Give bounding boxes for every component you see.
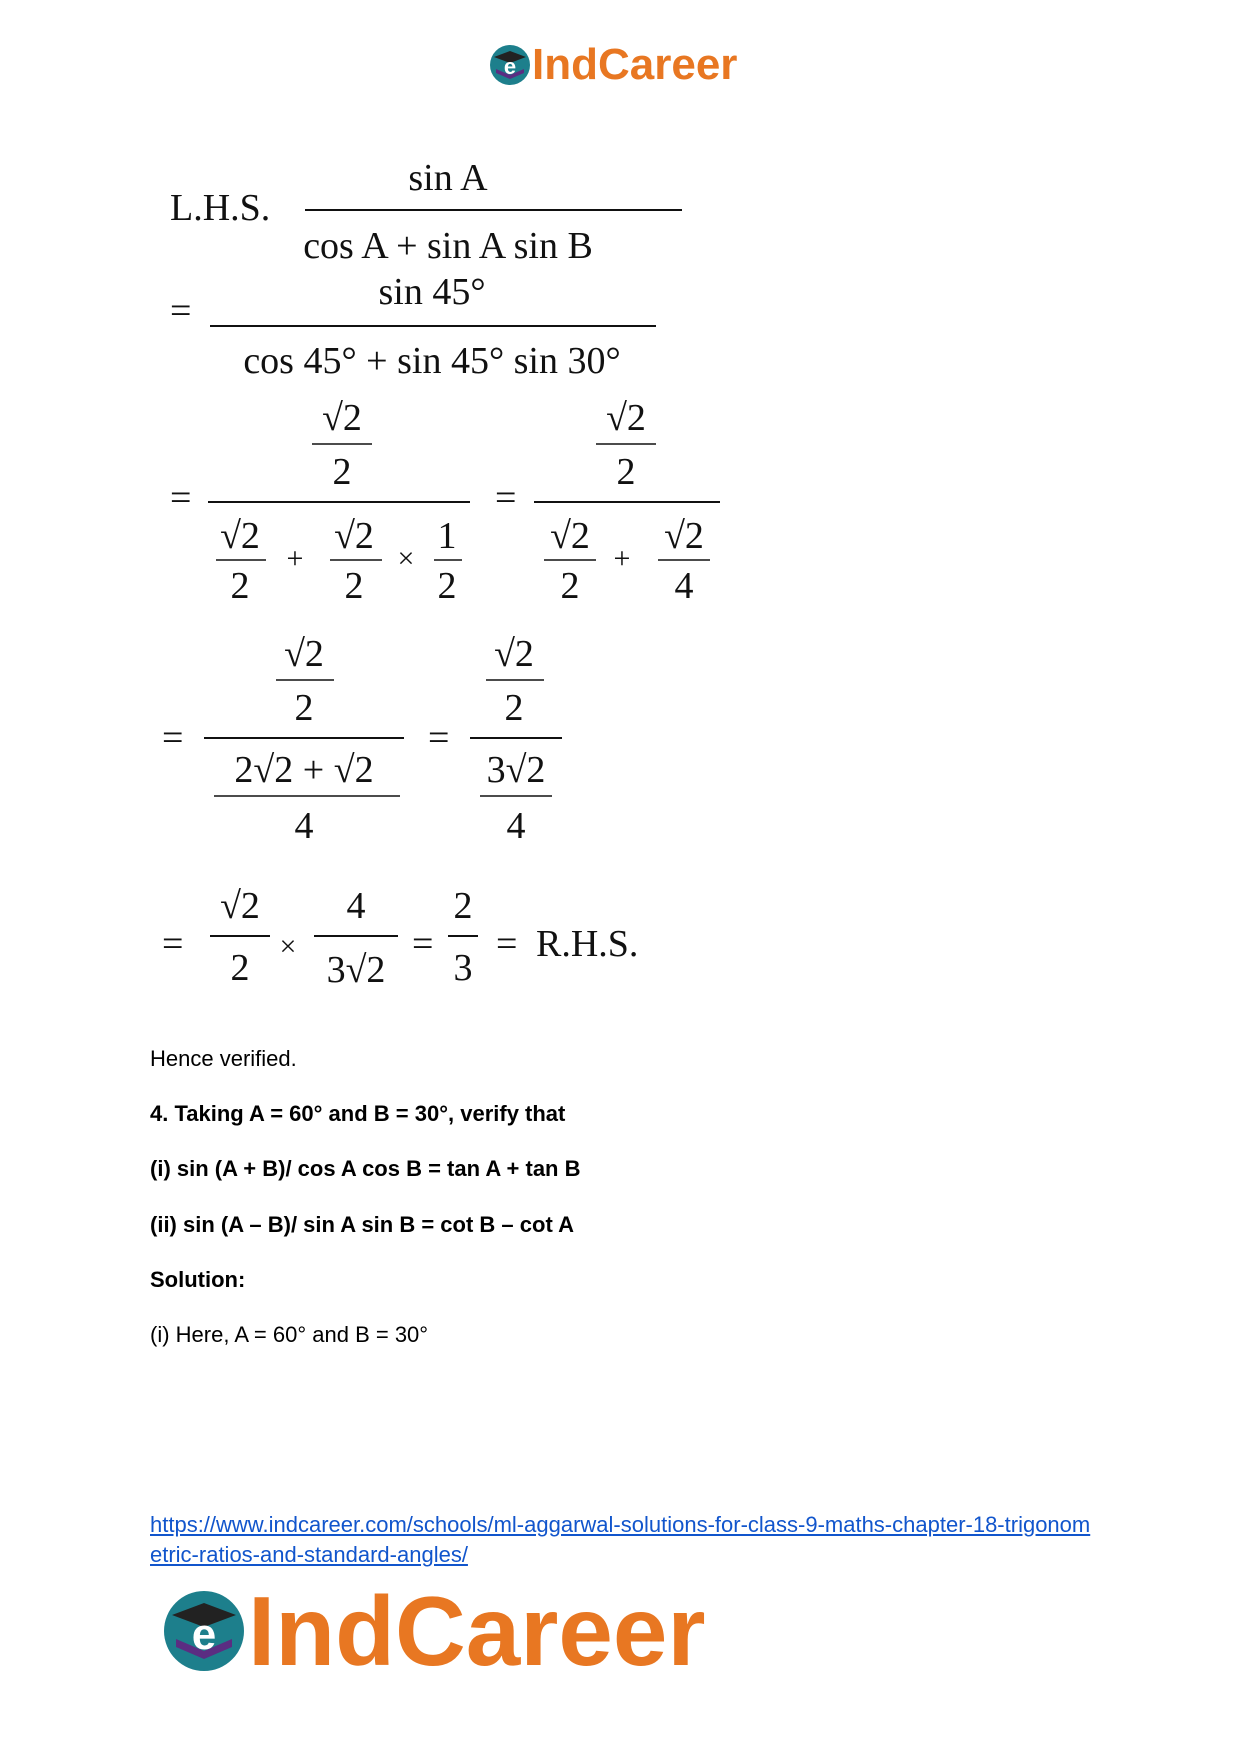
svg-text:2: 2 — [504, 687, 524, 729]
svg-text:=: = — [170, 290, 192, 332]
svg-text:2: 2 — [437, 565, 457, 607]
footer-logo — [160, 1576, 706, 1686]
graduation-book-icon — [160, 1587, 248, 1675]
svg-text:2: 2 — [332, 451, 352, 493]
svg-text:√2: √2 — [606, 397, 646, 439]
svg-text:√2: √2 — [664, 515, 704, 557]
step1-numerator: sin A — [408, 157, 488, 199]
svg-text:=: = — [170, 477, 192, 519]
solution-heading: Solution: — [150, 1267, 246, 1292]
svg-text:+: + — [286, 542, 304, 575]
logo-text: IndCareer — [532, 40, 738, 89]
step2-numerator: sin 45° — [378, 271, 486, 313]
svg-text:3: 3 — [453, 947, 473, 989]
svg-text:√2: √2 — [550, 515, 590, 557]
svg-text:√2: √2 — [220, 515, 260, 557]
svg-text:=: = — [162, 717, 184, 759]
svg-text:√2: √2 — [220, 885, 260, 927]
svg-text:4: 4 — [674, 565, 694, 607]
svg-text:2: 2 — [230, 947, 250, 989]
lhs-label: L.H.S. — [170, 187, 271, 229]
svg-text:2: 2 — [453, 885, 473, 927]
svg-text:√2: √2 — [334, 515, 374, 557]
svg-text:√2: √2 — [322, 397, 362, 439]
svg-text:2: 2 — [344, 565, 364, 607]
svg-text:2: 2 — [230, 565, 250, 607]
hence-verified: Hence verified. — [150, 1046, 297, 1071]
svg-text:e: e — [191, 1610, 217, 1659]
svg-text:=: = — [496, 923, 518, 965]
graduation-book-icon — [488, 43, 532, 87]
svg-text:=: = — [412, 923, 434, 965]
svg-text:√2: √2 — [494, 633, 534, 675]
step1-denominator: cos A + sin A sin B — [303, 225, 593, 267]
svg-text:2: 2 — [616, 451, 636, 493]
svg-text:+: + — [613, 542, 631, 575]
svg-text:=: = — [162, 923, 184, 965]
svg-text:3√2: 3√2 — [326, 949, 386, 991]
step2-denominator: cos 45° + sin 45° sin 30° — [243, 340, 621, 382]
svg-text:3√2: 3√2 — [486, 749, 546, 791]
svg-text:×: × — [397, 542, 415, 575]
solution-line-1: (i) Here, A = 60° and B = 30° — [150, 1322, 429, 1347]
svg-text:4: 4 — [294, 805, 314, 847]
header-logo — [488, 40, 737, 90]
math-derivation — [160, 148, 760, 1008]
question-4-part-i: (i) sin (A + B)/ cos A cos B = tan A + tan B — [150, 1156, 581, 1181]
rhs-label: R.H.S. — [536, 923, 639, 965]
svg-text:2: 2 — [560, 565, 580, 607]
svg-text:=: = — [495, 477, 517, 519]
svg-text:√2: √2 — [284, 633, 324, 675]
question-4-part-ii: (ii) sin (A – B)/ sin A sin B = cot B – cot A — [150, 1212, 574, 1237]
svg-text:2√2 + √2: 2√2 + √2 — [234, 749, 374, 791]
svg-text:4: 4 — [506, 805, 526, 847]
svg-text:4: 4 — [346, 885, 366, 927]
svg-text:=: = — [428, 717, 450, 759]
question-4: 4. Taking A = 60° and B = 30°, verify that — [150, 1101, 566, 1126]
svg-text:2: 2 — [294, 687, 314, 729]
logo-text: IndCareer — [248, 1576, 706, 1686]
svg-text:1: 1 — [437, 515, 457, 557]
svg-text:e: e — [503, 54, 517, 79]
source-url-link[interactable]: https://www.indcareer.com/schools/ml-aggarwal-solutions-for-class-9-maths-chapter-18-trigonometric-ratios-and-standard-angles/ — [150, 1512, 1091, 1567]
svg-text:×: × — [279, 930, 297, 963]
